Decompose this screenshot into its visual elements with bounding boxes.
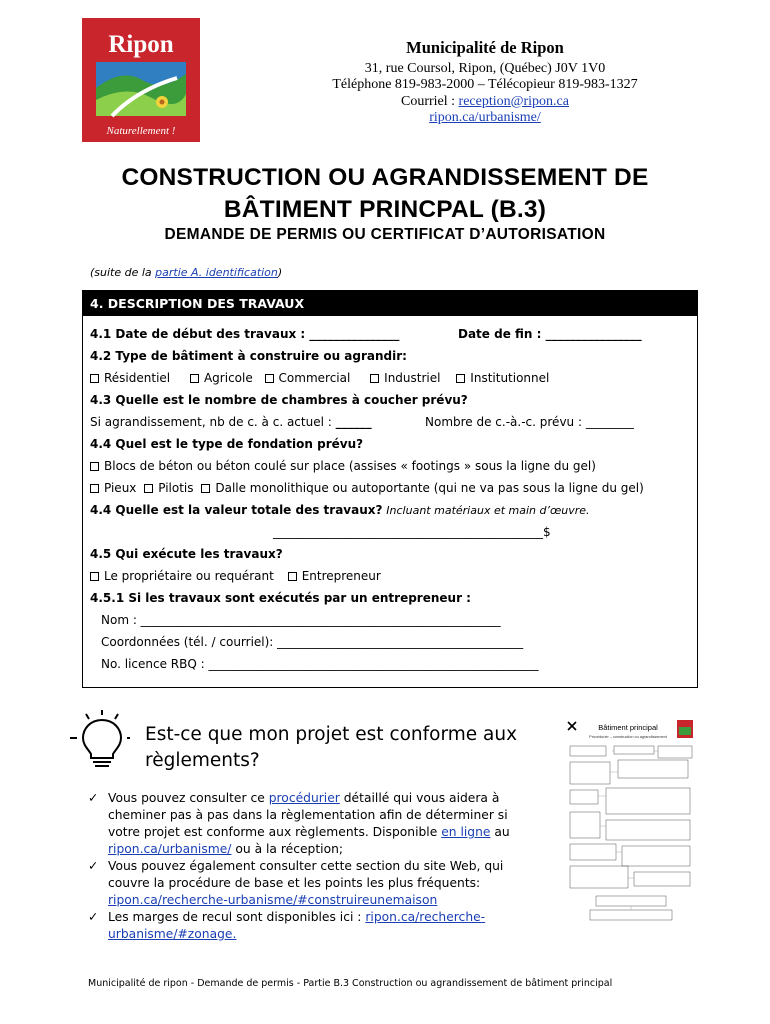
municipality-header (300, 40, 670, 127)
b2-pre: Vous pouvez également consulter cette section du site Web, qui couvre la procédure de base et les points les plus fréquents: (108, 859, 504, 890)
label-piles: Pieux (104, 481, 137, 495)
check-icon: ✓ (88, 859, 99, 873)
thumb-title: Bâtiment principal (598, 723, 658, 732)
value-question: 4.4 Quelle est la valeur totale des travaux? (90, 503, 383, 517)
contractor-question: 4.5.1 Si les travaux sont exécutés par un entrepreneur : (90, 591, 471, 605)
checkbox-commercial[interactable] (265, 371, 351, 385)
checkbox-agricultural[interactable] (190, 371, 253, 385)
checkbox-icon (90, 374, 99, 383)
list-item (88, 790, 528, 858)
description-section (82, 290, 698, 688)
municipality-name: Municipalité de Ripon (406, 38, 564, 57)
label-industrial: Industriel (384, 371, 441, 385)
title-line-2: BÂTIMENT PRINCPAL (B.3) (223, 196, 547, 223)
checkbox-residential[interactable] (90, 371, 170, 385)
b3-pre: Les marges de recul sont disponibles ici : (108, 910, 366, 924)
label-institutional: Institutionnel (470, 371, 550, 385)
bedrooms-current-label: Si agrandissement, nb de c. à c. actuel : (90, 415, 336, 429)
bedrooms-planned-field[interactable]: Nombre de c.-à.-c. prévu : ________ (425, 415, 634, 429)
logo-name: Ripon (108, 31, 174, 58)
urbanisme-link[interactable]: ripon.ca/urbanisme/ (108, 842, 232, 856)
procedure-thumbnail[interactable] (566, 716, 696, 928)
building-type-question: 4.2 Type de bâtiment à construire ou agrandir: (90, 349, 407, 363)
phone: Téléphone 819-983-2000 – Télécopieur 819-983-1327 (332, 77, 638, 92)
list-item (88, 858, 528, 909)
suite-before: (suite de la (90, 266, 156, 279)
online-link[interactable]: en ligne (441, 825, 491, 839)
suite-note (90, 266, 282, 279)
checkbox-institutional[interactable] (456, 371, 549, 385)
checkbox-icon (265, 374, 274, 383)
logo-graphic (82, 18, 200, 142)
b1-pre: Vous pouvez consulter ce (108, 791, 269, 805)
value-field[interactable]: _____________________________________________$ (273, 525, 551, 539)
who-options (90, 569, 381, 583)
bedrooms-current-field[interactable] (90, 415, 372, 429)
address: 31, rue Coursol, Ripon, (Québec) J0V 1V0 (364, 60, 606, 76)
email-link[interactable]: reception@ripon.ca (458, 93, 569, 109)
check-icon: ✓ (88, 910, 99, 924)
checkbox-industrial[interactable] (370, 371, 440, 385)
form-subtitle: DEMANDE DE PERMIS OU CERTIFICAT D’AUTORISATION (164, 226, 606, 243)
email-line (300, 94, 670, 111)
label-blocks: Blocs de béton ou béton coulé sur place (assises « footings » sous la ligne du gel) (104, 459, 596, 473)
checkbox-icon (288, 572, 297, 581)
contractor-contact-field[interactable]: Coordonnées (tél. / courriel): _________________________________________ (101, 635, 524, 649)
email-label: Courriel : (400, 93, 459, 109)
lightbulb-icon (66, 708, 130, 770)
bedrooms-question: 4.3 Quelle est le nombre de chambres à coucher prévu? (90, 393, 468, 407)
thumb-sub: Procédurier – construction ou agrandissement (589, 735, 667, 739)
construire-link[interactable]: ripon.ca/recherche-urbanisme/#construireunemaison (108, 893, 438, 907)
checkbox-blocks[interactable] (90, 459, 596, 473)
zonage-link[interactable]: ripon.ca/recherche-urbanisme/#zonage. (108, 910, 486, 941)
checkbox-icon (370, 374, 379, 383)
checkbox-icon (144, 484, 153, 493)
suite-after: ) (277, 266, 283, 279)
logo-tagline: Naturellement ! (106, 125, 176, 137)
check-icon: ✓ (88, 791, 99, 805)
b1-mid: détaillé qui vous aidera à cheminer pas à pas dans la règlementation afin de déterminer si votre projet est conforme aux règlements. Disponible (108, 791, 508, 839)
checkbox-icon (90, 462, 99, 471)
procedurier-link[interactable]: procédurier (268, 791, 340, 805)
b1-mid2: au (490, 825, 510, 839)
value-note: Incluant matériaux et main d’œuvre. (386, 504, 590, 517)
checkbox-piles[interactable] (90, 481, 136, 495)
start-date-field[interactable]: 4.1 Date de début des travaux : _______________ (90, 327, 400, 341)
section-heading: 4. DESCRIPTION DES TRAVAUX (83, 291, 697, 316)
checkbox-icon (90, 484, 99, 493)
foundation-options-2 (90, 481, 644, 495)
list-item (88, 909, 528, 943)
title-line-1: CONSTRUCTION OU AGRANDISSEMENT DE (121, 164, 649, 191)
conformity-list (88, 790, 528, 943)
value-question-line (90, 503, 590, 517)
contractor-rbq-field[interactable]: No. licence RBQ : _______________________________________________________ (101, 657, 539, 671)
contractor-name-field[interactable]: Nom : ____________________________________________________________ (101, 613, 501, 627)
checkbox-icon (456, 374, 465, 383)
identification-link[interactable]: partie A. identification (155, 266, 278, 279)
checkbox-icon (201, 484, 210, 493)
page-footer: Municipalité de ripon - Demande de permis - Partie B.3 Construction ou agrandissement de bâtiment principal (88, 978, 613, 989)
label-residential: Résidentiel (104, 371, 171, 385)
label-commercial: Commercial (278, 371, 351, 385)
foundation-question: 4.4 Quel est le type de fondation prévu? (90, 437, 364, 451)
who-question: 4.5 Qui exécute les travaux? (90, 547, 283, 561)
label-slab: Dalle monolithique ou autoportante (qui ne va pas sous la ligne du gel) (215, 481, 644, 495)
ripon-logo (82, 18, 200, 142)
label-contractor: Entrepreneur (301, 569, 381, 583)
label-owner: Le propriétaire ou requérant (104, 569, 274, 583)
bedrooms-current-blank: ______ (335, 415, 372, 429)
form-title (60, 162, 710, 226)
checkbox-icon (90, 572, 99, 581)
end-date-field[interactable]: Date de fin : ________________ (458, 327, 642, 341)
checkbox-icon (190, 374, 199, 383)
label-pilotis: Pilotis (158, 481, 194, 495)
checkbox-contractor[interactable] (288, 569, 381, 583)
website-link[interactable]: ripon.ca/urbanisme/ (429, 110, 541, 125)
b1-post: ou à la réception; (231, 842, 344, 856)
checkbox-slab[interactable] (201, 481, 643, 495)
checkbox-pilotis[interactable] (144, 481, 193, 495)
building-type-options (90, 371, 549, 385)
conformity-question: Est-ce que mon projet est conforme aux règlements? (145, 724, 518, 771)
checkbox-owner[interactable] (90, 569, 274, 583)
label-agricultural: Agricole (203, 371, 253, 385)
